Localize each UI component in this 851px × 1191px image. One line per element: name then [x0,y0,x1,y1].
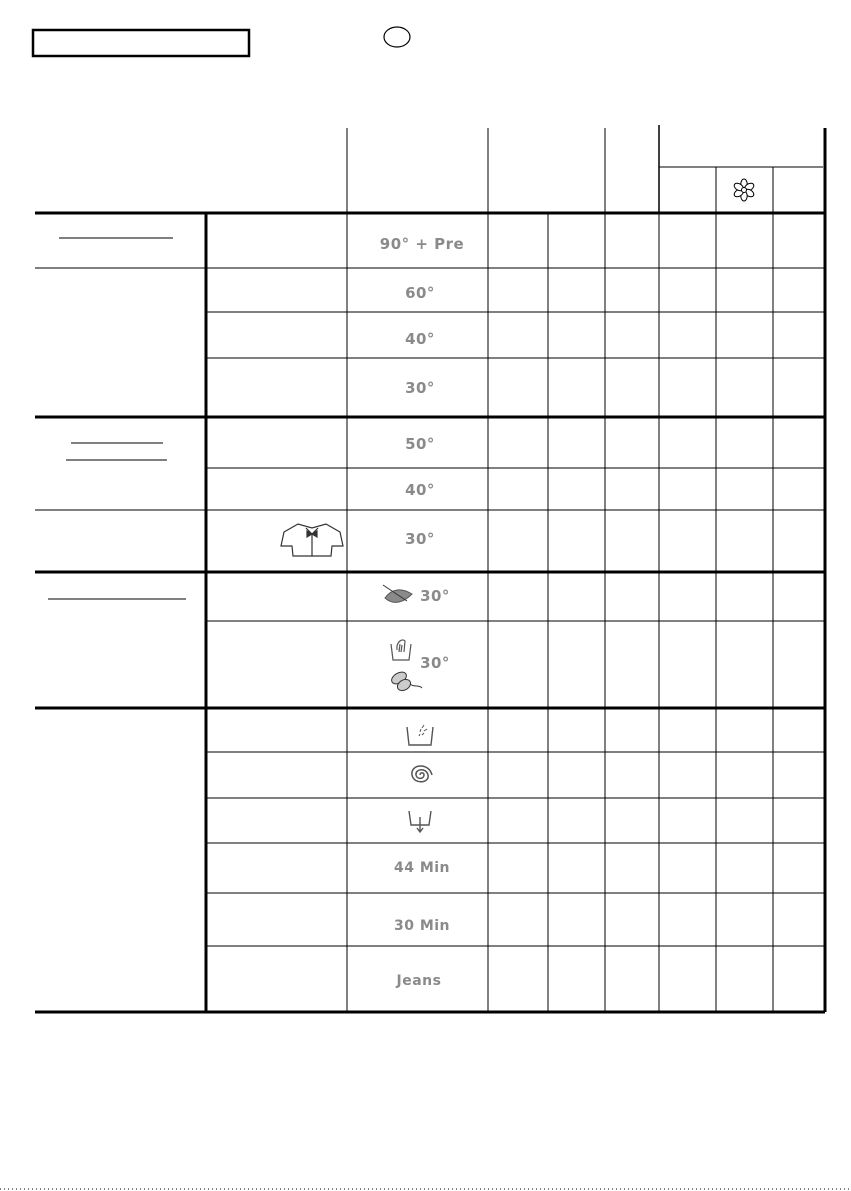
country-circle-icon [384,27,410,47]
program-cotton-60: 60° [405,284,435,302]
rinse-icon [407,725,433,745]
program-synthetic-40: 40° [405,481,435,499]
handwash-icon [391,640,411,660]
program-cotton-40: 40° [405,330,435,348]
spin-spiral-icon [412,766,432,782]
program-cotton-prewash: 90° + Pre [379,235,465,253]
program-mini-44: 44 Min [393,860,451,876]
program-synthetic-50: 50° [405,435,435,453]
program-wool-handwash-30: 30° [420,654,450,672]
fabric-softener-flower-icon [733,179,755,201]
label-box [33,30,249,56]
program-delicate-30: 30° [420,587,450,605]
drain-icon [409,811,431,832]
feather-icon [383,585,412,602]
program-jeans: Jeans [396,973,442,989]
shirt-icon [281,524,343,556]
program-table [35,125,825,1012]
program-mini-30: 30 Min [393,918,451,934]
wool-skein-icon [390,670,422,693]
program-shirt-30: 30° [405,530,435,548]
program-cotton-30: 30° [405,379,435,397]
